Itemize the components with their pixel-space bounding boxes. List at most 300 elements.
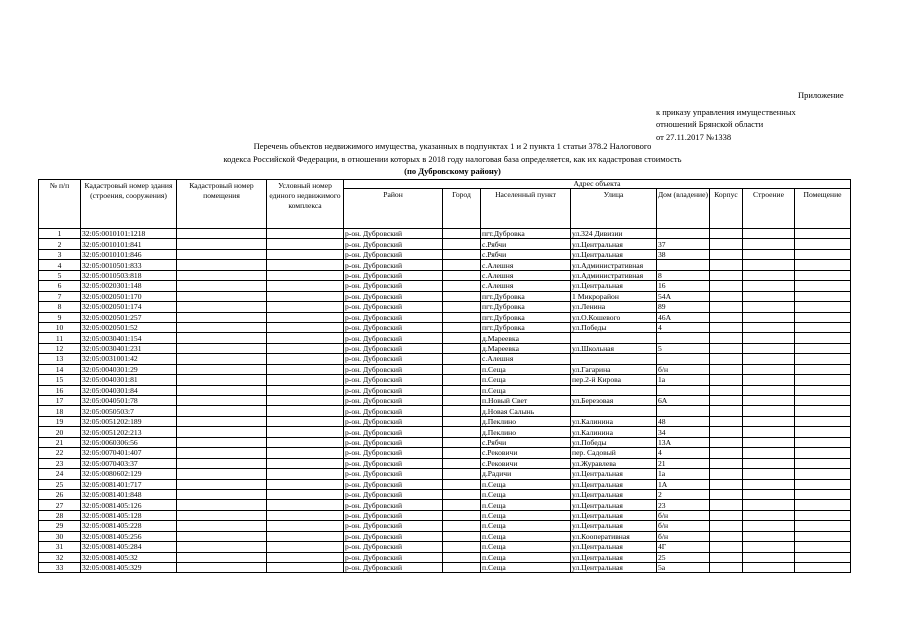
locality-cell: с.Алешня — [481, 354, 571, 364]
premises-cell — [795, 552, 851, 562]
header-room-cadastral-number: Кадастровый номер помещения — [177, 180, 267, 229]
cadastral-number-cell: 32:05:0020501:174 — [81, 302, 177, 312]
city-cell — [443, 437, 481, 447]
korpus-cell — [710, 239, 743, 249]
city-cell — [443, 260, 481, 270]
district-cell: р-он. Дубровский — [344, 312, 443, 322]
table-row — [39, 239, 851, 249]
room-number-cell — [177, 239, 267, 249]
street-cell: ул.О.Кошевого — [571, 312, 657, 322]
building-cell — [743, 354, 795, 364]
city-cell — [443, 448, 481, 458]
street-cell: ул.Журавлева — [571, 458, 657, 468]
row-number-cell: 33 — [39, 563, 81, 573]
header-address: Адрес объекта — [344, 180, 851, 189]
house-cell: 16 — [657, 281, 710, 291]
korpus-cell — [710, 260, 743, 270]
premises-cell — [795, 239, 851, 249]
locality-cell: с.Рябчи — [481, 249, 571, 259]
room-number-cell — [177, 510, 267, 520]
district-cell: р-он. Дубровский — [344, 552, 443, 562]
row-number-cell: 8 — [39, 302, 81, 312]
korpus-cell — [710, 396, 743, 406]
house-cell: 4 — [657, 322, 710, 332]
locality-cell: с.Рековичи — [481, 448, 571, 458]
premises-cell — [795, 270, 851, 280]
table-row — [39, 396, 851, 406]
room-number-cell — [177, 437, 267, 447]
house-cell: 34 — [657, 427, 710, 437]
table-row — [39, 249, 851, 259]
room-number-cell — [177, 281, 267, 291]
district-cell: р-он. Дубровский — [344, 437, 443, 447]
city-cell — [443, 343, 481, 353]
house-cell: 1А — [657, 479, 710, 489]
cadastral-number-cell: 32:05:0080602:129 — [81, 469, 177, 479]
locality-cell: п.Сеща — [481, 364, 571, 374]
korpus-cell — [710, 458, 743, 468]
building-cell — [743, 531, 795, 541]
locality-cell: п.Сеща — [481, 552, 571, 562]
cadastral-number-cell: 32:05:0020501:170 — [81, 291, 177, 301]
house-cell — [657, 260, 710, 270]
room-number-cell — [177, 333, 267, 343]
city-cell — [443, 229, 481, 239]
table-row — [39, 479, 851, 489]
room-number-cell — [177, 521, 267, 531]
building-cell — [743, 270, 795, 280]
cadastral-number-cell: 32:05:0010101:841 — [81, 239, 177, 249]
korpus-cell — [710, 229, 743, 239]
building-cell — [743, 364, 795, 374]
district-cell: р-он. Дубровский — [344, 542, 443, 552]
cadastral-number-cell: 32:05:0081405:228 — [81, 521, 177, 531]
table-row — [39, 291, 851, 301]
header-locality: Населенный пункт — [481, 189, 571, 229]
complex-number-cell — [267, 312, 344, 322]
building-cell — [743, 322, 795, 332]
table-row — [39, 563, 851, 573]
premises-cell — [795, 229, 851, 239]
street-cell — [571, 406, 657, 416]
house-cell: 54А — [657, 291, 710, 301]
cadastral-number-cell: 32:05:0030401:154 — [81, 333, 177, 343]
row-number-cell: 2 — [39, 239, 81, 249]
house-cell — [657, 406, 710, 416]
building-cell — [743, 458, 795, 468]
table-row — [39, 458, 851, 468]
korpus-cell — [710, 375, 743, 385]
cadastral-number-cell: 32:05:0081405:329 — [81, 563, 177, 573]
district-cell: р-он. Дубровский — [344, 270, 443, 280]
city-cell — [443, 322, 481, 332]
document-title-district: (по Дубровскому району) — [404, 166, 501, 176]
room-number-cell — [177, 291, 267, 301]
order-date: от 27.11.2017 №1338 — [656, 132, 732, 142]
building-cell — [743, 249, 795, 259]
locality-cell: п.Сеща — [481, 510, 571, 520]
room-number-cell — [177, 375, 267, 385]
row-number-cell: 32 — [39, 552, 81, 562]
building-cell — [743, 416, 795, 426]
room-number-cell — [177, 458, 267, 468]
district-cell: р-он. Дубровский — [344, 427, 443, 437]
building-cell — [743, 239, 795, 249]
city-cell — [443, 291, 481, 301]
header-street: Улица — [571, 189, 657, 229]
cadastral-number-cell: 32:05:0030401:231 — [81, 343, 177, 353]
premises-cell — [795, 249, 851, 259]
room-number-cell — [177, 364, 267, 374]
district-cell: р-он. Дубровский — [344, 343, 443, 353]
premises-cell — [795, 291, 851, 301]
cadastral-number-cell: 32:05:0070403:37 — [81, 458, 177, 468]
complex-number-cell — [267, 510, 344, 520]
cadastral-number-cell: 32:05:0040501:78 — [81, 396, 177, 406]
house-cell: 13А — [657, 437, 710, 447]
district-cell: р-он. Дубровский — [344, 531, 443, 541]
premises-cell — [795, 479, 851, 489]
locality-cell: п.Сеща — [481, 479, 571, 489]
street-cell: ул.Школьная — [571, 343, 657, 353]
table-row — [39, 385, 851, 395]
korpus-cell — [710, 406, 743, 416]
district-cell: р-он. Дубровский — [344, 479, 443, 489]
locality-cell: п.Сеща — [481, 375, 571, 385]
city-cell — [443, 479, 481, 489]
locality-cell: п.Сеща — [481, 385, 571, 395]
city-cell — [443, 489, 481, 499]
table-row — [39, 489, 851, 499]
city-cell — [443, 354, 481, 364]
district-cell: р-он. Дубровский — [344, 469, 443, 479]
row-number-cell: 16 — [39, 385, 81, 395]
row-number-cell: 11 — [39, 333, 81, 343]
room-number-cell — [177, 354, 267, 364]
korpus-cell — [710, 500, 743, 510]
city-cell — [443, 500, 481, 510]
korpus-cell — [710, 343, 743, 353]
cadastral-number-cell: 32:05:0050503:7 — [81, 406, 177, 416]
room-number-cell — [177, 542, 267, 552]
building-cell — [743, 343, 795, 353]
premises-cell — [795, 521, 851, 531]
city-cell — [443, 270, 481, 280]
locality-cell: д.Мареевка — [481, 343, 571, 353]
korpus-cell — [710, 312, 743, 322]
complex-number-cell — [267, 416, 344, 426]
korpus-cell — [710, 354, 743, 364]
row-number-cell: 21 — [39, 437, 81, 447]
row-number-cell: 14 — [39, 364, 81, 374]
table-row — [39, 354, 851, 364]
district-cell: р-он. Дубровский — [344, 333, 443, 343]
cadastral-number-cell: 32:05:0081405:128 — [81, 510, 177, 520]
locality-cell: п.Сеща — [481, 531, 571, 541]
table-row — [39, 437, 851, 447]
row-number-cell: 27 — [39, 500, 81, 510]
city-cell — [443, 416, 481, 426]
cadastral-number-cell: 32:05:0081405:284 — [81, 542, 177, 552]
house-cell: 46А — [657, 312, 710, 322]
row-number-cell: 24 — [39, 469, 81, 479]
order-line-1: к приказу управления имущественных — [656, 107, 796, 117]
premises-cell — [795, 354, 851, 364]
locality-cell: п.Сеща — [481, 500, 571, 510]
street-cell: ул.Березовая — [571, 396, 657, 406]
cadastral-number-cell: 32:05:0081401:848 — [81, 489, 177, 499]
building-cell — [743, 437, 795, 447]
complex-number-cell — [267, 322, 344, 332]
row-number-cell: 15 — [39, 375, 81, 385]
room-number-cell — [177, 563, 267, 573]
locality-cell: с.Алешня — [481, 281, 571, 291]
row-number-cell: 17 — [39, 396, 81, 406]
premises-cell — [795, 510, 851, 520]
district-cell: р-он. Дубровский — [344, 239, 443, 249]
building-cell — [743, 510, 795, 520]
district-cell: р-он. Дубровский — [344, 291, 443, 301]
city-cell — [443, 406, 481, 416]
city-cell — [443, 364, 481, 374]
korpus-cell — [710, 333, 743, 343]
table-row — [39, 406, 851, 416]
street-cell: ул.Центральная — [571, 500, 657, 510]
room-number-cell — [177, 270, 267, 280]
locality-cell: д.Пеклино — [481, 427, 571, 437]
building-cell — [743, 375, 795, 385]
table-row — [39, 364, 851, 374]
city-cell — [443, 531, 481, 541]
street-cell: пер.2-й Кирова — [571, 375, 657, 385]
row-number-cell: 18 — [39, 406, 81, 416]
room-number-cell — [177, 531, 267, 541]
district-cell: р-он. Дубровский — [344, 260, 443, 270]
korpus-cell — [710, 322, 743, 332]
premises-cell — [795, 500, 851, 510]
complex-number-cell — [267, 385, 344, 395]
city-cell — [443, 396, 481, 406]
complex-number-cell — [267, 437, 344, 447]
row-number-cell: 31 — [39, 542, 81, 552]
row-number-cell: 28 — [39, 510, 81, 520]
city-cell — [443, 427, 481, 437]
street-cell: ул.Победы — [571, 322, 657, 332]
table-body — [39, 229, 851, 573]
complex-number-cell — [267, 458, 344, 468]
row-number-cell: 29 — [39, 521, 81, 531]
row-number-cell: 4 — [39, 260, 81, 270]
house-cell: 5а — [657, 563, 710, 573]
street-cell: ул.Центральная — [571, 239, 657, 249]
locality-cell: пгт.Дубровка — [481, 229, 571, 239]
house-cell: 38 — [657, 249, 710, 259]
building-cell — [743, 291, 795, 301]
table-row — [39, 531, 851, 541]
street-cell: ул.Центральная — [571, 489, 657, 499]
premises-cell — [795, 469, 851, 479]
cadastral-number-cell: 32:05:0040301:29 — [81, 364, 177, 374]
cadastral-number-cell: 32:05:0081401:717 — [81, 479, 177, 489]
room-number-cell — [177, 416, 267, 426]
district-cell: р-он. Дубровский — [344, 354, 443, 364]
house-cell — [657, 385, 710, 395]
district-cell: р-он. Дубровский — [344, 249, 443, 259]
city-cell — [443, 542, 481, 552]
street-cell: ул.Гагарина — [571, 364, 657, 374]
city-cell — [443, 510, 481, 520]
district-cell: р-он. Дубровский — [344, 375, 443, 385]
complex-number-cell — [267, 260, 344, 270]
complex-number-cell — [267, 542, 344, 552]
korpus-cell — [710, 469, 743, 479]
district-cell: р-он. Дубровский — [344, 302, 443, 312]
district-cell: р-он. Дубровский — [344, 406, 443, 416]
cadastral-number-cell: 32:05:0010101:846 — [81, 249, 177, 259]
table-row — [39, 322, 851, 332]
complex-number-cell — [267, 364, 344, 374]
row-number-cell: 30 — [39, 531, 81, 541]
header-number: № п/п — [39, 180, 81, 229]
complex-number-cell — [267, 563, 344, 573]
street-cell: пер. Садовый — [571, 448, 657, 458]
cadastral-number-cell: 32:05:0010501:833 — [81, 260, 177, 270]
city-cell — [443, 333, 481, 343]
cadastral-number-cell: 32:05:0081405:126 — [81, 500, 177, 510]
complex-number-cell — [267, 333, 344, 343]
premises-cell — [795, 531, 851, 541]
cadastral-number-cell: 32:05:0040301:81 — [81, 375, 177, 385]
table-row — [39, 427, 851, 437]
locality-cell: с.Рябчи — [481, 239, 571, 249]
korpus-cell — [710, 552, 743, 562]
complex-number-cell — [267, 406, 344, 416]
table-row — [39, 448, 851, 458]
order-line-2: отношений Брянской области — [656, 119, 764, 129]
table-row — [39, 312, 851, 322]
building-cell — [743, 469, 795, 479]
house-cell: 8 — [657, 270, 710, 280]
complex-number-cell — [267, 489, 344, 499]
room-number-cell — [177, 229, 267, 239]
city-cell — [443, 563, 481, 573]
house-cell: б/н — [657, 521, 710, 531]
row-number-cell: 13 — [39, 354, 81, 364]
premises-cell — [795, 489, 851, 499]
house-cell: 4 — [657, 448, 710, 458]
street-cell: ул.Центральная — [571, 563, 657, 573]
house-cell: 23 — [657, 500, 710, 510]
premises-cell — [795, 312, 851, 322]
korpus-cell — [710, 563, 743, 573]
building-cell — [743, 333, 795, 343]
street-cell: ул.Центральная — [571, 469, 657, 479]
locality-cell: д.Мареевка — [481, 333, 571, 343]
building-cell — [743, 500, 795, 510]
room-number-cell — [177, 396, 267, 406]
house-cell: 6А — [657, 396, 710, 406]
street-cell: ул.Калинина — [571, 416, 657, 426]
header-complex-number: Условный номер единого недвижимого комплекса — [267, 180, 344, 229]
room-number-cell — [177, 249, 267, 259]
complex-number-cell — [267, 552, 344, 562]
district-cell: р-он. Дубровский — [344, 385, 443, 395]
korpus-cell — [710, 542, 743, 552]
property-table — [38, 179, 851, 573]
city-cell — [443, 458, 481, 468]
premises-cell — [795, 542, 851, 552]
header-premises: Помещение — [795, 189, 851, 229]
building-cell — [743, 552, 795, 562]
appendix-label: Приложение — [798, 90, 844, 100]
room-number-cell — [177, 260, 267, 270]
complex-number-cell — [267, 291, 344, 301]
district-cell: р-он. Дубровский — [344, 563, 443, 573]
complex-number-cell — [267, 375, 344, 385]
table-row — [39, 510, 851, 520]
table-row — [39, 302, 851, 312]
cadastral-number-cell: 32:05:0020501:257 — [81, 312, 177, 322]
house-cell: 21 — [657, 458, 710, 468]
locality-cell: п.Сеща — [481, 542, 571, 552]
street-cell: ул.Кооперативная — [571, 531, 657, 541]
city-cell — [443, 469, 481, 479]
room-number-cell — [177, 406, 267, 416]
premises-cell — [795, 416, 851, 426]
street-cell: ул.Административная — [571, 260, 657, 270]
room-number-cell — [177, 479, 267, 489]
locality-cell: пгт.Дубровка — [481, 312, 571, 322]
premises-cell — [795, 448, 851, 458]
house-cell — [657, 354, 710, 364]
district-cell: р-он. Дубровский — [344, 322, 443, 332]
district-cell: р-он. Дубровский — [344, 396, 443, 406]
street-cell: ул.Центральная — [571, 479, 657, 489]
cadastral-number-cell: 32:05:0010101:1218 — [81, 229, 177, 239]
premises-cell — [795, 364, 851, 374]
district-cell: р-он. Дубровский — [344, 448, 443, 458]
table-row — [39, 542, 851, 552]
street-cell: 1 Микрорайон — [571, 291, 657, 301]
korpus-cell — [710, 427, 743, 437]
building-cell — [743, 521, 795, 531]
locality-cell: пгт.Дубровка — [481, 291, 571, 301]
room-number-cell — [177, 552, 267, 562]
cadastral-number-cell: 32:05:0020301:148 — [81, 281, 177, 291]
row-number-cell: 6 — [39, 281, 81, 291]
header-korpus: Корпус — [710, 189, 743, 229]
premises-cell — [795, 281, 851, 291]
street-cell: ул.Центральная — [571, 510, 657, 520]
premises-cell — [795, 333, 851, 343]
korpus-cell — [710, 521, 743, 531]
building-cell — [743, 229, 795, 239]
house-cell — [657, 333, 710, 343]
korpus-cell — [710, 531, 743, 541]
complex-number-cell — [267, 249, 344, 259]
header-cadastral-number: Кадастровый номер здания (строения, сооружения) — [81, 180, 177, 229]
building-cell — [743, 260, 795, 270]
city-cell — [443, 552, 481, 562]
cadastral-number-cell: 32:05:0031001:42 — [81, 354, 177, 364]
table-row — [39, 270, 851, 280]
room-number-cell — [177, 489, 267, 499]
korpus-cell — [710, 281, 743, 291]
locality-cell: с.Рябчи — [481, 437, 571, 447]
table-row — [39, 500, 851, 510]
row-number-cell: 19 — [39, 416, 81, 426]
building-cell — [743, 385, 795, 395]
